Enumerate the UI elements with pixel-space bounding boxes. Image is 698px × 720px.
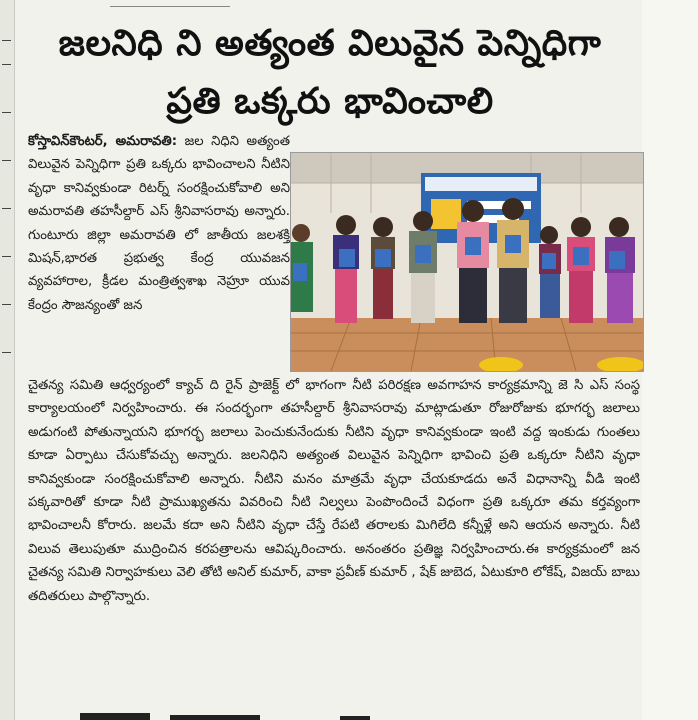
column-text: జల నిధిని అత్యంత విలువైన పెన్నిధిగా ప్రతి ఒక్కరు భావించాలని నీటిని వృధా కానివ్వకుండా రిటర్న్ సంరక్షించుకోవాలి అని అమరావతి తహసీల్దార్ ఎస్ శ్రీనివాసరావు అన్నారు. గుంటూరు జిల్లా అమరావతి లో జాతీయ జలశక్తి మిషన్,భారత ప్రభుత్వ కేంద్ర యువజన వ్యవహారాల, క్రీడల మంత్రిత్వశాఖ నెహ్రూ యువ కేంద్రం సౌజన్యంతో జన (28, 134, 290, 313)
top-cut-line (110, 0, 230, 7)
adjacent-column-edge (0, 0, 15, 720)
event-photo (290, 152, 644, 372)
page-margin (642, 0, 698, 720)
event-photo-graphic (291, 153, 643, 371)
dateline: కోస్తావిన్‌కౌంటర్, అమరావతి: (28, 134, 178, 149)
next-headline-fragment (40, 706, 600, 720)
article-column (28, 130, 290, 317)
article-body: చైతన్య సమితి ఆధ్వర్యంలో క్యాచ్ ది రైన్ ప్రాజెక్ట్ లో భాగంగా నీటి పరిరక్షణ అవగాహన కార్యక్రమాన్ని జె సి ఎస్ సంస్థ కార్యాలయంలో నిర్వహించారు. ఈ సందర్భంగా తహసీల్దార్ శ్రీనివాసరావు మాట్లాడుతూ రోజురోజుకు భూగర్భ జలాలు అడుగంటి పోతున్నాయని భూగర్భ జలాలు పెంచుకునేందుకు నీటిని వృధా కానివ్వకుండా ఇంటి వద్ద ఇంకుడు గుంతలు కూడా ఏర్పాటు చేసుకోవచ్చు అన్నారు. జలనిధిని అత్యంత విలువైన పెన్నిధిగా భావించి ప్రతి ఒక్కరూ నీటిని వృధా కానివ్వకుండా సంరక్షించుకోవాలి అన్నారు. నీటిని మనం మాత్రమే వృధా చేయకూడదు అనే విధానాన్ని వీడి ఇంటి పక్కవారితో కూడా నీటి ప్రాముఖ్యతను వివరించి నీటి నిల్వలు పెంపొందించే విధంగా ప్రతి ఒక్కరూ తమ కర్తవ్యంగా భావించాలనీ కోరారు. జలమే కదా అని నీటిని వృధా చేస్తే రేపటి తరాలకు మిగిలేది కన్నీళ్లే అని ఆయన అన్నారు. నీటి విలువ తెలుపుతూ ముద్రించిన కరపత్రాలను ఆవిష్కరించారు. అనంతరం ప్రతిజ్ఞ నిర్వహించారు.ఈ కార్యక్రమంలో జన చైతన్య సమితి నిర్వాహకులు వెలి తోటి అనిల్ కుమార్, వాకా ప్రవీణ్ కుమార్ , షేక్ జుబెద, ఏటుకూరి లోకేష్, విజయ్ బాబు తదితరులు పాల్గొన్నారు. (28, 378, 640, 604)
headline-line-2: ప్రతి ఒక్కరు భావించాలి (166, 81, 494, 122)
headline-line-1: జలనిధి ని అత్యంత విలువైన పెన్నిధిగా (58, 23, 602, 64)
